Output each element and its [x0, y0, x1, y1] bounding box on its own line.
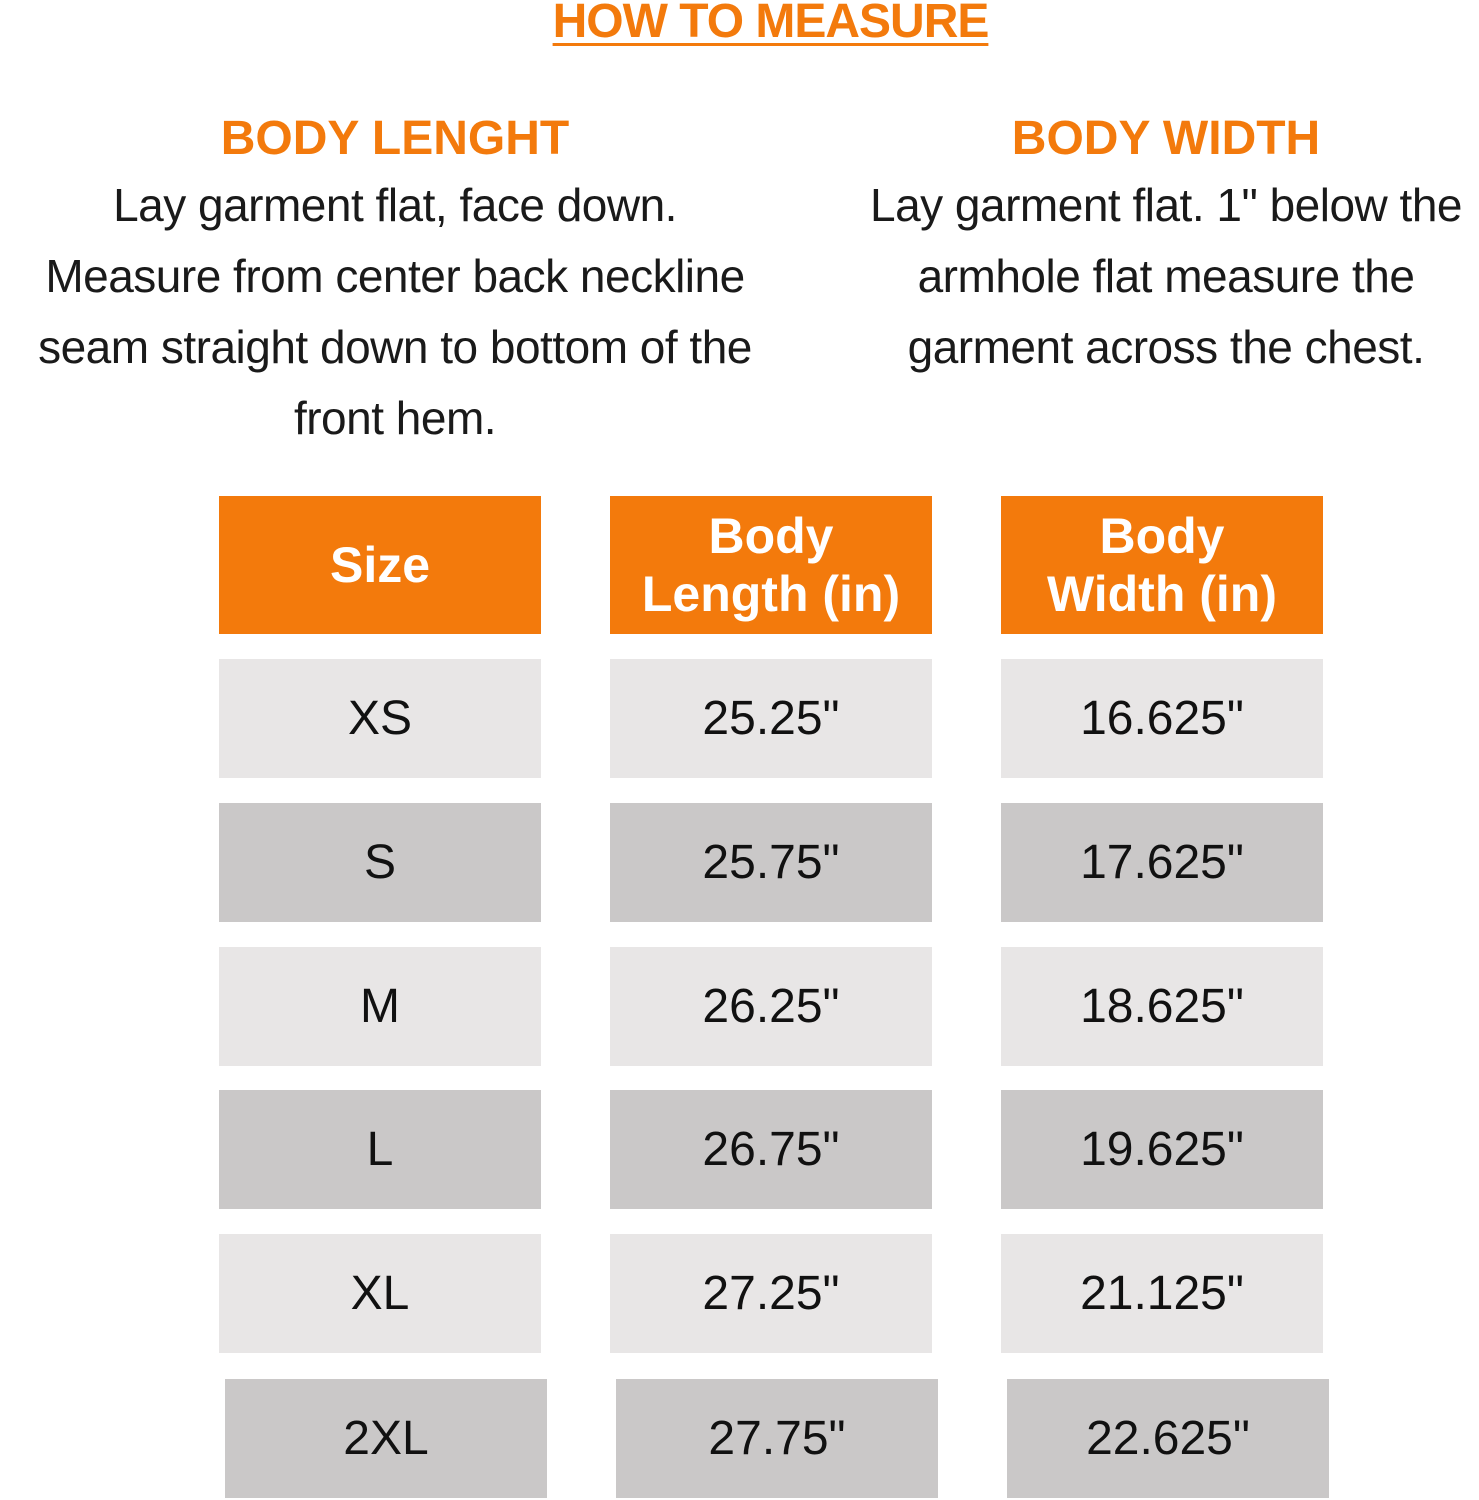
cell-size: XL	[219, 1234, 541, 1353]
cell-body-width: 17.625"	[1001, 803, 1323, 922]
body-width-instruction-line: Lay garment flat. 1" below the	[869, 179, 1462, 231]
cell-body-width: 19.625"	[1001, 1090, 1323, 1209]
body-length-instruction-line: seam straight down to bottom of the	[38, 321, 752, 373]
header-size	[219, 496, 541, 634]
cell-body-length: 27.75"	[616, 1379, 938, 1498]
body-length-instruction-line: Lay garment flat, face down.	[113, 179, 677, 231]
cell-body-length: 25.75"	[610, 803, 932, 922]
cell-size: L	[219, 1090, 541, 1209]
body-length-instruction-line: front hem.	[293, 392, 497, 444]
cell-size: 2XL	[225, 1379, 547, 1498]
cell-size: M	[219, 947, 541, 1066]
body-length-heading: BODY LENGHT	[220, 112, 570, 165]
body-width-instruction-line: garment across the chest.	[907, 321, 1425, 373]
cell-body-width: 21.125"	[1001, 1234, 1323, 1353]
header-body-length	[610, 496, 932, 634]
cell-body-length: 26.75"	[610, 1090, 932, 1209]
cell-body-width: 18.625"	[1001, 947, 1323, 1066]
cell-size: S	[219, 803, 541, 922]
cell-body-width: 22.625"	[1007, 1379, 1329, 1498]
header-label: Body Width (in)	[1046, 508, 1277, 622]
page-title: HOW TO MEASURE	[552, 0, 989, 48]
cell-size: XS	[219, 659, 541, 778]
body-width-section	[842, 108, 1479, 383]
body-width-heading: BODY WIDTH	[1011, 112, 1321, 165]
body-width-instruction-line: armhole flat measure the	[917, 250, 1415, 302]
header-label: Size	[329, 537, 431, 593]
cell-body-length: 25.25"	[610, 659, 932, 778]
body-length-section	[0, 108, 790, 454]
cell-body-length: 26.25"	[610, 947, 932, 1066]
header-label: Body Length (in)	[641, 508, 901, 622]
cell-body-width: 16.625"	[1001, 659, 1323, 778]
header-body-width	[1001, 496, 1323, 634]
cell-body-length: 27.25"	[610, 1234, 932, 1353]
body-length-instruction-line: Measure from center back neckline	[45, 250, 745, 302]
